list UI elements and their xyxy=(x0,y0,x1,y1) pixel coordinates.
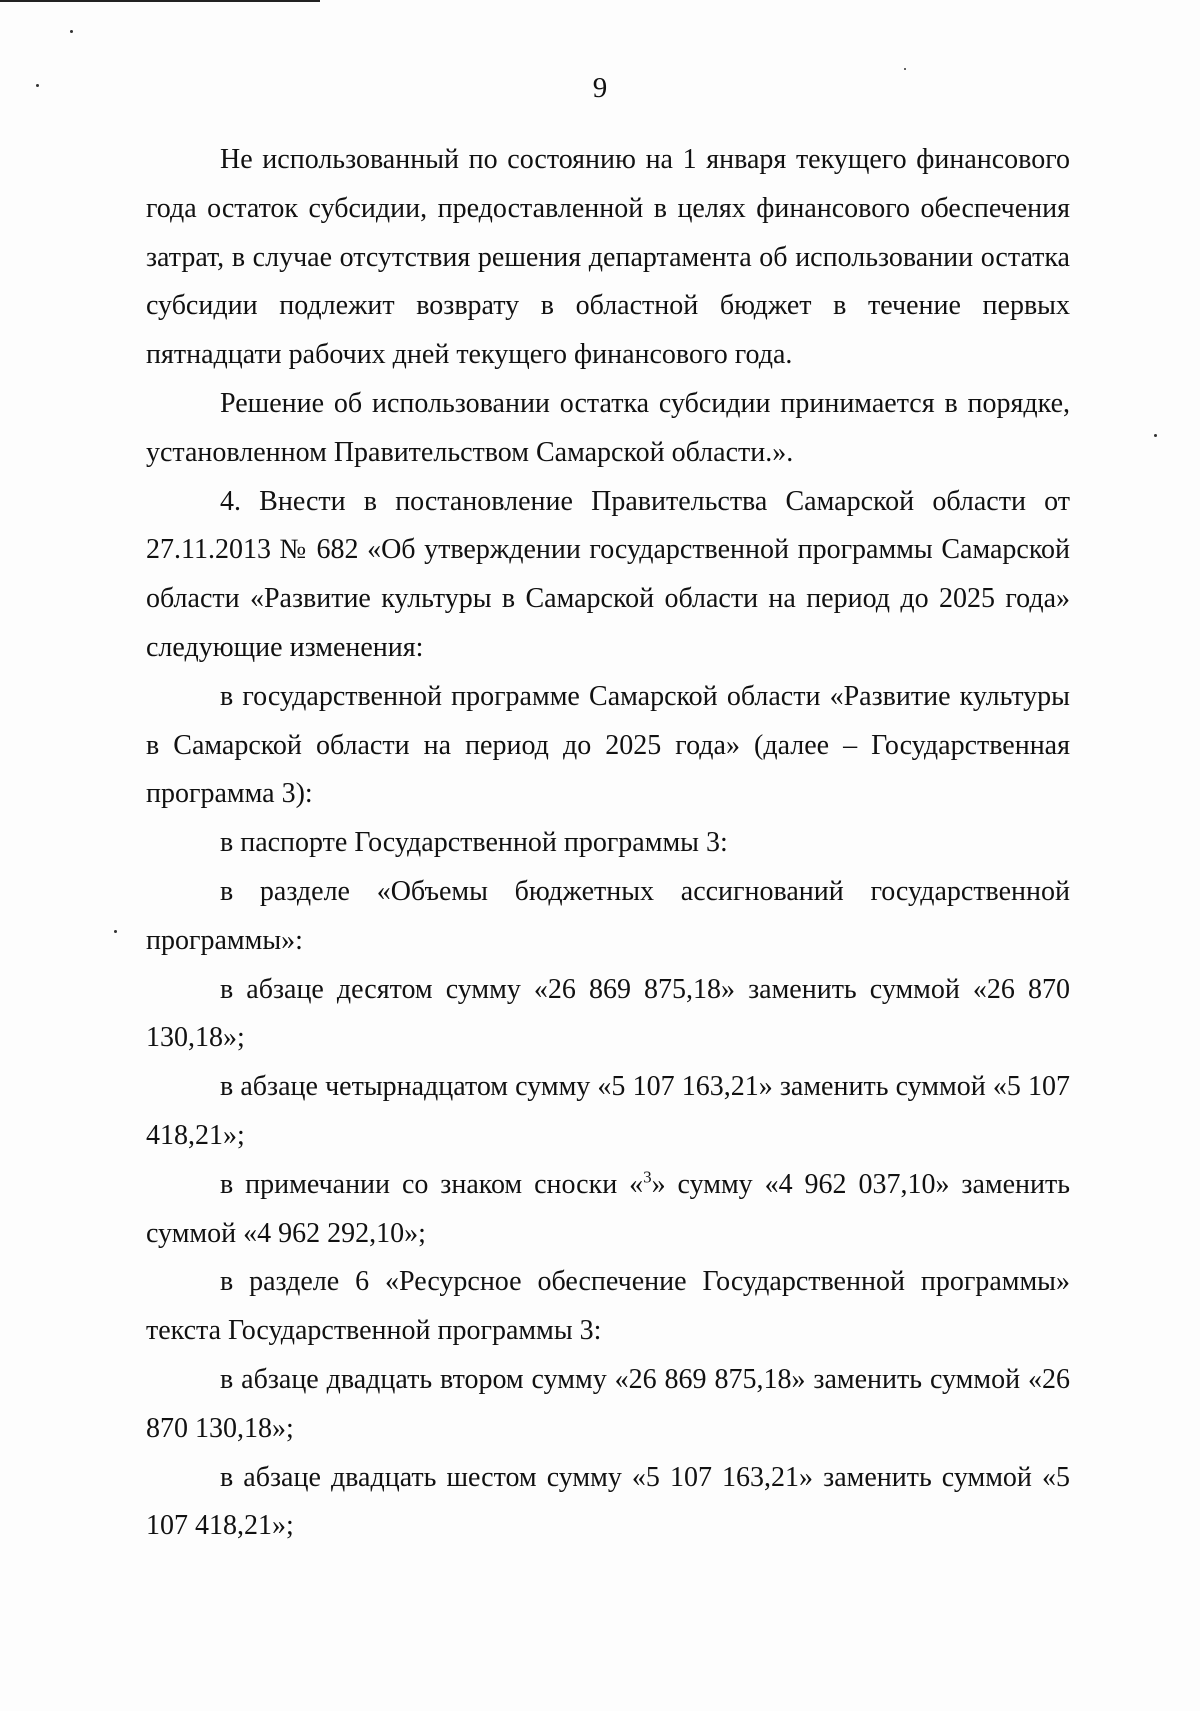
scan-speck xyxy=(114,930,117,933)
footnote-mark: 3 xyxy=(643,1167,652,1187)
paragraph-passport: в паспорте Государственной программы 3: xyxy=(220,827,728,859)
paragraph-twenty-second-abzats: в абзаце двадцать втором сумму «26 869 875,18» заменить суммой «26 870 130,18»; xyxy=(146,1363,1070,1444)
document-body xyxy=(146,136,1070,1551)
footnote-note-start: в примечании со знаком сноски « xyxy=(220,1168,644,1200)
paragraph-twenty-sixth-abzats: в абзаце двадцать шестом сумму «5 107 163,21» заменить суммой «5 107 418,21»; xyxy=(146,1461,1070,1542)
scan-edge-line xyxy=(0,0,320,2)
paragraph-state-program: в государственной программе Самарской области «Развитие культуры в Самарской области на период до 2025 года» (далее – Государственная программа 3): xyxy=(146,680,1070,810)
footnote-note-end: » сумму «4 962 037,10» заменить суммой «4 962 292,10»; xyxy=(146,1168,1070,1249)
paragraph-section-6: в разделе 6 «Ресурсное обеспечение Государственной программы» текста Государственной программы 3: xyxy=(146,1266,1070,1347)
paragraph-decision: Решение об использовании остатка субсидии принимается в порядке, установленном Правительством Самарской области.». xyxy=(146,387,1070,468)
paragraph-unused-subsidy: Не использованный по состоянию на 1 января текущего финансового года остаток субсидии, предоставленной в целях финансового обеспечения затрат, в случае отсутствия решения департамента об использовании остатка субсидии подлежит возврату в областной бюджет в течение первых пятнадцати рабочих дней текущего финансового года. xyxy=(146,144,1070,371)
paragraph-fourteenth-abzats: в абзаце четырнадцатом сумму «5 107 163,21» заменить суммой «5 107 418,21»; xyxy=(146,1071,1070,1151)
scan-speck xyxy=(1154,434,1157,437)
paragraph-budget-section: в разделе «Объемы бюджетных ассигнований государственной программы»: xyxy=(146,875,1070,956)
paragraph-item-4: 4. Внести в постановление Правительства Самарской области от 27.11.2013 № 682 «Об утверждении государственной программы Самарской области «Развитие культуры в Самарской области на период до 2025 года» следующие изменения: xyxy=(146,485,1070,663)
scan-speck xyxy=(904,68,906,70)
page-number: 9 xyxy=(592,72,608,104)
scan-speck xyxy=(70,30,73,33)
paragraph-tenth-abzats: в абзаце десятом сумму «26 869 875,18» заменить суммой «26 870 130,18»; xyxy=(146,973,1070,1054)
paragraph-footnote-note xyxy=(146,1161,1070,1259)
